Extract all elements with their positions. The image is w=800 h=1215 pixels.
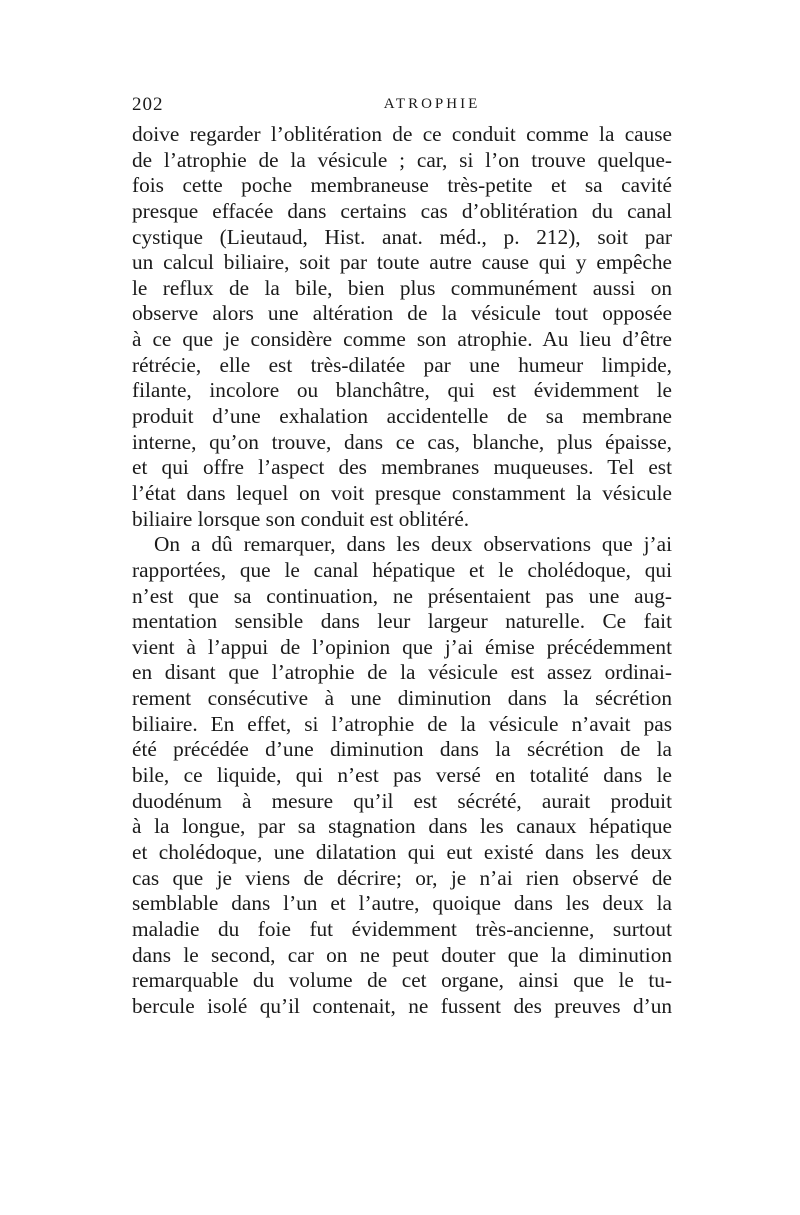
paragraph-start-line: On a dû remarquer, dans les deux observations que j’ai xyxy=(154,532,672,557)
page-number: 202 xyxy=(132,94,164,115)
text-line: dans le second, car on ne peut douter que la diminution xyxy=(132,942,672,967)
text-line: et cholédoque, une dilatation qui eut existé dans les deux xyxy=(132,839,672,864)
text-line: cystique (Lieutaud, Hist. anat. méd., p. 212), soit par xyxy=(132,224,672,249)
text-line: interne, qu’on trouve, dans ce cas, blanche, plus épaisse, xyxy=(132,429,672,454)
text-line: semblable dans l’un et l’autre, quoique dans les deux la xyxy=(132,891,672,916)
body-text xyxy=(132,122,672,1019)
text-line: un calcul biliaire, soit par toute autre cause qui y empêche xyxy=(132,250,672,275)
text-line: biliaire. En effet, si l’atrophie de la vésicule n’avait pas xyxy=(132,711,672,736)
text-line: bercule isolé qu’il contenait, ne fussent des preuves d’un xyxy=(132,993,672,1018)
text-line: été précédée d’une diminution dans la sécrétion de la xyxy=(132,737,672,762)
text-line: bile, ce liquide, qui n’est pas versé en totalité dans le xyxy=(132,763,672,788)
text-line: n’est que sa continuation, ne présentaient pas une aug- xyxy=(132,583,672,608)
text-line: de l’atrophie de la vésicule ; car, si l’on trouve quelque- xyxy=(132,147,672,172)
text-line: rement consécutive à une diminution dans la sécrétion xyxy=(132,686,672,711)
page-header xyxy=(132,92,672,120)
text-line: rétrécie, elle est très-dilatée par une humeur limpide, xyxy=(132,352,672,377)
text-line: le reflux de la bile, bien plus communément aussi on xyxy=(132,275,672,300)
text-line: biliaire lorsque son conduit est oblitéré. xyxy=(132,506,470,531)
text-line: doive regarder l’oblitération de ce conduit comme la cause xyxy=(132,122,672,146)
text-line: rapportées, que le canal hépatique et le cholédoque, qui xyxy=(132,557,672,582)
text-line: filante, incolore ou blanchâtre, qui est évidemment le xyxy=(132,378,672,403)
text-line: remarquable du volume de cet organe, ainsi que le tu- xyxy=(132,968,672,993)
text-line: maladie du foie fut évidemment très-ancienne, surtout xyxy=(132,916,672,941)
text-line: presque effacée dans certains cas d’oblitération du canal xyxy=(132,198,672,223)
text-line: mentation sensible dans leur largeur naturelle. Ce fait xyxy=(132,609,672,634)
text-line: l’état dans lequel on voit presque constamment la vésicule xyxy=(132,480,672,505)
text-line: à la longue, par sa stagnation dans les canaux hépatique xyxy=(132,814,672,839)
text-line: duodénum à mesure qu’il est sécrété, aurait produit xyxy=(132,788,672,813)
text-line: produit d’une exhalation accidentelle de sa membrane xyxy=(132,404,672,429)
text-line: fois cette poche membraneuse très-petite et sa cavité xyxy=(132,173,672,198)
text-line: et qui offre l’aspect des membranes muqueuses. Tel est xyxy=(132,455,672,480)
text-line: à ce que je considère comme son atrophie. Au lieu d’être xyxy=(132,327,672,352)
text-line: vient à l’appui de l’opinion que j’ai émise précédemment xyxy=(132,634,672,659)
text-line: cas que je viens de décrire; or, je n’ai rien observé de xyxy=(132,865,672,890)
text-line: en disant que l’atrophie de la vésicule est assez ordinai- xyxy=(132,660,672,685)
running-head: ATROPHIE xyxy=(383,96,481,112)
text-line: observe alors une altération de la vésicule tout opposée xyxy=(132,301,672,326)
